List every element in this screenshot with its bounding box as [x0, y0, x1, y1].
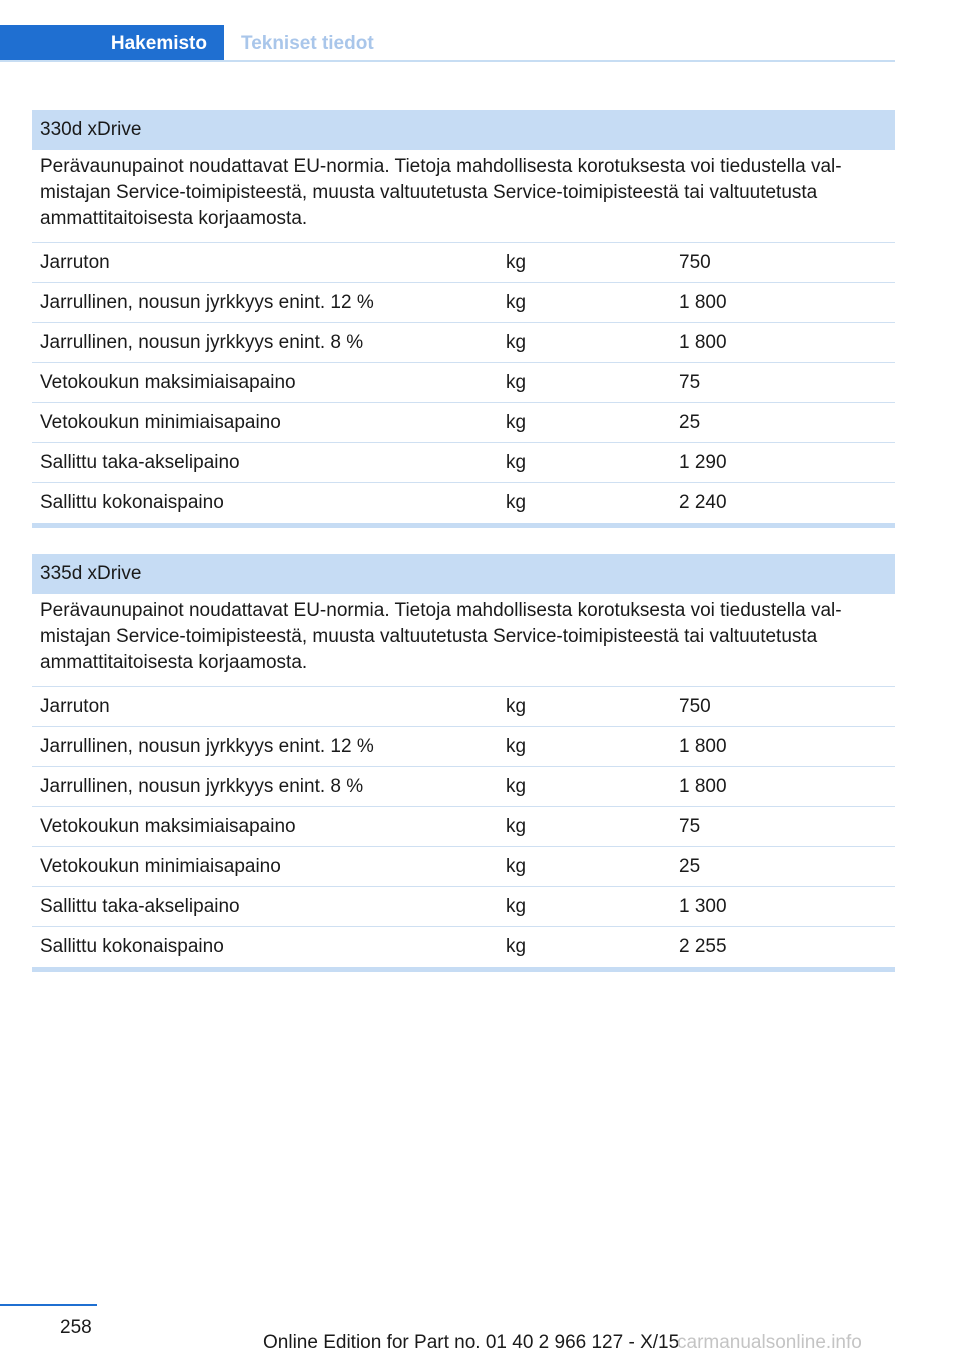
header-divider	[0, 60, 895, 62]
row-label: Jarrullinen, nousun jyrkkyys enint. 8 %	[40, 331, 364, 353]
row-unit: kg	[506, 451, 527, 473]
table-title: 330d xDrive	[32, 110, 895, 150]
table-row	[32, 283, 895, 323]
row-value: 2 255	[679, 936, 727, 957]
table-row	[32, 887, 895, 927]
row-value: 25	[679, 855, 701, 877]
table-row	[32, 687, 895, 727]
row-unit: kg	[506, 411, 527, 433]
row-label: Sallittu taka-akselipaino	[40, 895, 240, 917]
row-value: 2 240	[679, 492, 727, 513]
row-label: Sallittu kokonaispaino	[40, 492, 224, 513]
row-unit: kg	[506, 735, 527, 757]
table-row	[32, 323, 895, 363]
table-row	[32, 443, 895, 483]
watermark: carmanualsonline.info	[677, 1332, 862, 1353]
edition-text: Online Edition for Part no. 01 40 2 966 127 - X/15	[263, 1332, 680, 1353]
row-value: 1 800	[679, 775, 727, 797]
row-label: Jarrullinen, nousun jyrkkyys enint. 12 %	[40, 735, 374, 757]
row-label: Sallittu kokonaispaino	[40, 936, 224, 957]
row-label: Jarrullinen, nousun jyrkkyys enint. 12 %	[40, 291, 374, 313]
row-value: 1 300	[679, 895, 727, 917]
tab-hakemisto[interactable]	[0, 25, 224, 62]
table-row	[32, 243, 895, 283]
row-unit: kg	[506, 331, 527, 353]
row-unit: kg	[506, 855, 527, 877]
row-label: Vetokoukun maksimiaisapaino	[40, 371, 296, 393]
row-value: 750	[679, 695, 711, 717]
row-value: 750	[679, 251, 711, 273]
table-row	[32, 767, 895, 807]
page-number: 258	[60, 1317, 92, 1338]
row-label: Vetokoukun minimiaisapaino	[40, 855, 281, 877]
row-value: 75	[679, 815, 701, 837]
table-row	[32, 403, 895, 443]
table-row	[32, 927, 895, 967]
row-unit: kg	[506, 251, 527, 273]
table-row	[32, 807, 895, 847]
row-unit: kg	[506, 775, 527, 797]
row-value: 25	[679, 411, 701, 433]
table-bottom-bar	[32, 523, 895, 528]
row-unit: kg	[506, 291, 527, 313]
row-label: Sallittu taka-akselipaino	[40, 451, 240, 473]
table-row	[32, 483, 895, 523]
tab-hakemisto-label: Hakemisto	[110, 32, 207, 54]
tab-tekniset-tiedot-label: Tekniset tiedot	[241, 32, 374, 54]
row-unit: kg	[506, 936, 527, 957]
table-row	[32, 363, 895, 403]
row-value: 1 800	[679, 735, 727, 757]
table-row	[32, 847, 895, 887]
row-label: Jarruton	[40, 251, 110, 273]
row-label: Jarrullinen, nousun jyrkkyys enint. 8 %	[40, 775, 364, 797]
row-value: 1 290	[679, 451, 727, 473]
row-value: 1 800	[679, 331, 727, 353]
spec-table-335d	[32, 554, 895, 972]
row-value: 1 800	[679, 291, 727, 313]
row-label: Vetokoukun maksimiaisapaino	[40, 815, 296, 837]
row-label: Vetokoukun minimiaisapaino	[40, 411, 281, 433]
row-value: 75	[679, 371, 701, 393]
row-label: Jarruton	[40, 695, 110, 717]
row-unit: kg	[506, 492, 527, 513]
footer-divider	[0, 1304, 97, 1306]
row-unit: kg	[506, 895, 527, 917]
table-row	[32, 727, 895, 767]
row-unit: kg	[506, 815, 527, 837]
tab-tekniset-tiedot[interactable]	[224, 25, 374, 62]
table-bottom-bar	[32, 967, 895, 972]
table-note: Perävaunupainot noudattavat EU-normia. Tietoja mahdollisesta korotuksesta voi tiedustella valmistajan Service-toimipisteestä, muusta valtuutetusta Service-toimipisteestä tai valtuutetusta ammattitaitoisesta korjaamosta.	[32, 594, 895, 687]
spec-table-330d	[32, 110, 895, 528]
table-note: Perävaunupainot noudattavat EU-normia. Tietoja mahdollisesta korotuksesta voi tiedustella valmistajan Service-toimipisteestä, muusta valtuutetusta Service-toimipisteestä tai valtuutetusta ammattitaitoisesta korjaamosta.	[32, 150, 895, 243]
row-unit: kg	[506, 695, 527, 717]
table-title: 335d xDrive	[32, 554, 895, 594]
row-unit: kg	[506, 371, 527, 393]
top-navigation	[0, 25, 895, 62]
